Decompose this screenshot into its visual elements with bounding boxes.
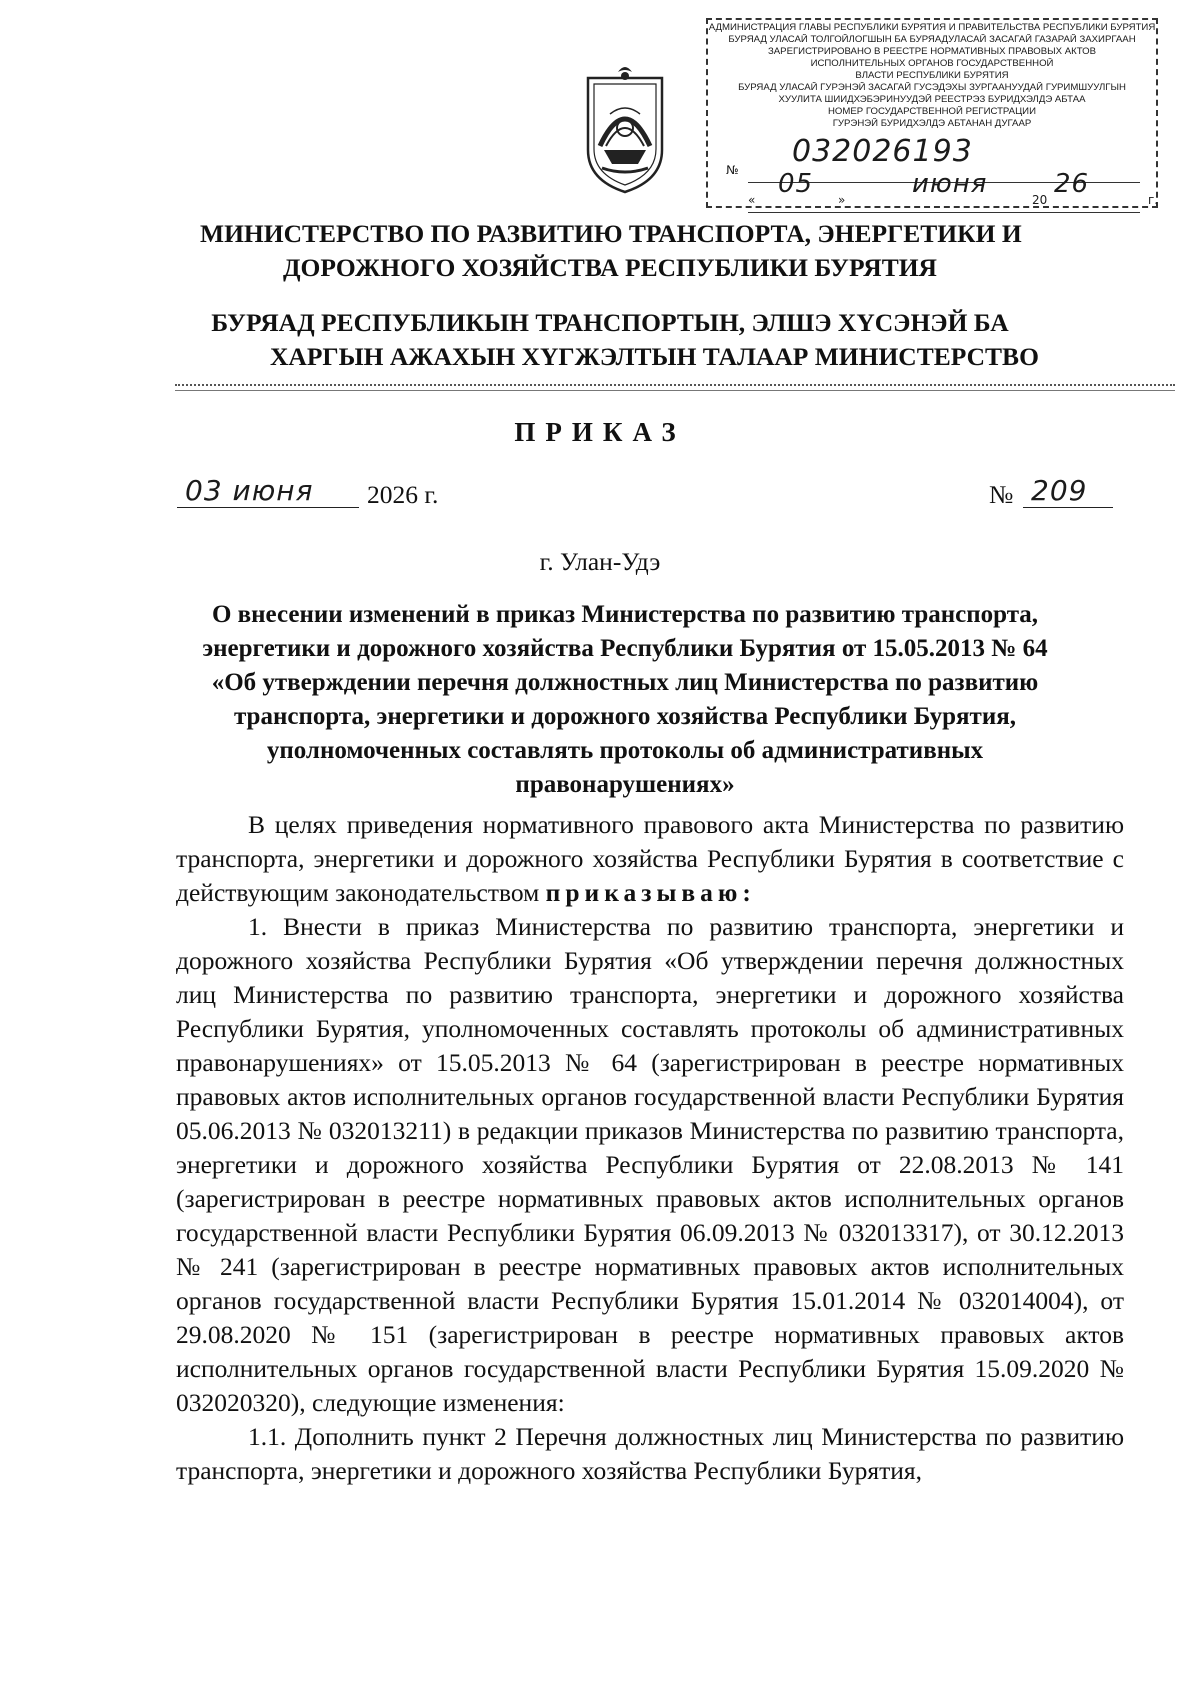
ministry-name-ru-line2: ДОРОЖНОГО ХОЗЯЙСТВА РЕСПУБЛИКИ БУРЯТИЯ [283, 253, 937, 282]
header-divider-line [175, 390, 1175, 391]
stamp-line: АДМИНИСТРАЦИЯ ГЛАВЫ РЕСПУБЛИКИ БУРЯТИЯ И ПРАВИТЕЛЬСТВА РЕСПУБЛИКИ БУРЯТИЯ [708, 22, 1156, 33]
ministry-name-russian [200, 217, 1020, 285]
stamp-year-prefix: 20 [1032, 193, 1048, 207]
stamp-line: БУРЯАД УЛАСАЙ ГУРЭНЭЙ ЗАСАГАЙ ГУСЭДЭХЫ ЗУРГААНУУДАЙ ГУРИМШУУЛГЫН [738, 82, 1126, 93]
stamp-registration-number: 032026193 [792, 134, 973, 169]
registration-stamp [706, 18, 1158, 208]
order-subject: О внесении изменений в приказ Министерства по развитию транспорта, энергетики и дорожного хозяйства Республики Бурятия от 15.05.2013 № 64 «Об утверждении перечня должностных лиц Министерства по развитию транспорта, энергетики и дорожного хозяйства Республики Бурятия, уполномоченных составлять протоколы об административных правонарушениях» [202, 601, 1048, 798]
stamp-year-abbr: г. [1148, 193, 1159, 207]
header-divider-dotted [175, 384, 1175, 386]
stamp-open-quote: « [748, 193, 756, 207]
order-date-handwritten: 03 июня [177, 474, 359, 508]
document-title: ПРИКАЗ [514, 417, 686, 447]
intro-text: В целях приведения нормативного правового акта Министерства по развитию транспорта, энергетики и дорожного хозяйства Республики Бурятия в соответствие с действующим законодательством [176, 810, 1124, 907]
ministry-name-ru-line1: МИНИСТЕРСТВО ПО РАЗВИТИЮ ТРАНСПОРТА, ЭНЕРГЕТИКИ И [200, 219, 1022, 248]
stamp-line: БУРЯАД УЛАСАЙ ТОЛГОЙЛОГШЫН БА БУРЯАДУЛАСАЙ ЗАСАГАЙ ГАЗАРАЙ ЗАХИРГААН [728, 34, 1136, 45]
stamp-line: ИСПОЛНИТЕЛЬНЫХ ОРГАНОВ ГОСУДАРСТВЕННОЙ [810, 58, 1054, 69]
ministry-name-bur-line1: БУРЯАД РЕСПУБЛИКЫН ТРАНСПОРТЫН, ЭЛШЭ ХYСЭНЭЙ БА [211, 308, 1009, 337]
coat-of-arms-emblem [580, 64, 670, 196]
stamp-line: ВЛАСТИ РЕСПУБЛИКИ БУРЯТИЯ [855, 70, 1009, 81]
order-date-year: 2026 г. [367, 480, 439, 509]
order-body [176, 808, 1124, 1488]
ministry-name-bur-line2: ХАРГЫН АЖАХЫН ХYГЖЭЛТЫН ТАЛААР МИНИСТЕРСТВО [270, 342, 1039, 371]
stamp-year-suffix: 26 [1054, 169, 1090, 199]
stamp-day: 05 [778, 169, 814, 199]
stamp-line: ГУРЭНЭЙ БУРИДХЭЛДЭ АБТАНАН ДУГААР [832, 118, 1032, 129]
stamp-month: июня [912, 169, 988, 199]
order-number-sign: № [989, 480, 1014, 509]
intro-paragraph [176, 808, 1124, 910]
ministry-name-buryat [210, 306, 1039, 374]
order-word: приказываю: [545, 878, 756, 907]
date-number-line [177, 474, 1127, 524]
stamp-line: ХУУЛИТА ШИИДХЭБЭРИНУУДЭЙ РЕЕСТРЭЗ БУРИДХЭЛДЭ АБТАА [778, 94, 1086, 105]
stamp-date-underline [748, 212, 1140, 213]
stamp-number-sign: № [726, 163, 739, 177]
order-number-handwritten: 209 [1023, 474, 1113, 508]
stamp-line: НОМЕР ГОСУДАРСТВЕННОЙ РЕГИСТРАЦИИ [828, 106, 1036, 117]
stamp-close-quote: » [838, 193, 846, 207]
city: г. Улан-Удэ [539, 547, 661, 576]
item-1: 1. Внести в приказ Министерства по развитию транспорта, энергетики и дорожного хозяйства Республики Бурятия «Об утверждении перечня должностных лиц Министерства по развитию транспорта, энергетики и дорожного хозяйства Республики Бурятия, уполномоченных составлять протоколы об административных правонарушениях» от 15.05.2013 № 64 (зарегистрирован в реестре нормативных правовых актов исполнительных органов государственной власти Республики Бурятия 05.06.2013 № 032013211) в редакции приказов Министерства по развитию транспорта, энергетики и дорожного хозяйства Республики Бурятия от 22.08.2013 № 141 (зарегистрирован в реестре нормативных правовых актов исполнительных органов государственной власти Республики Бурятия 06.09.2013 № 032013317), от 30.12.2013 № 241 (зарегистрирован в реестре нормативных правовых актов исполнительных органов государственной власти Республики Бурятия 15.01.2014 № 032014004), от 29.08.2020 № 151 (зарегистрирован в реестре нормативных правовых актов исполнительных органов государственной власти Республики Бурятия 15.09.2020 № 032020320), следующие изменения: [176, 912, 1124, 1417]
item-1-1: 1.1. Дополнить пункт 2 Перечня должностных лиц Министерства по развитию транспорта, энергетики и дорожного хозяйства Республики Бурятия, [176, 1422, 1124, 1485]
stamp-line: ЗАРЕГИСТРИРОВАНО В РЕЕСТРЕ НОРМАТИВНЫХ ПРАВОВЫХ АКТОВ [767, 46, 1097, 57]
